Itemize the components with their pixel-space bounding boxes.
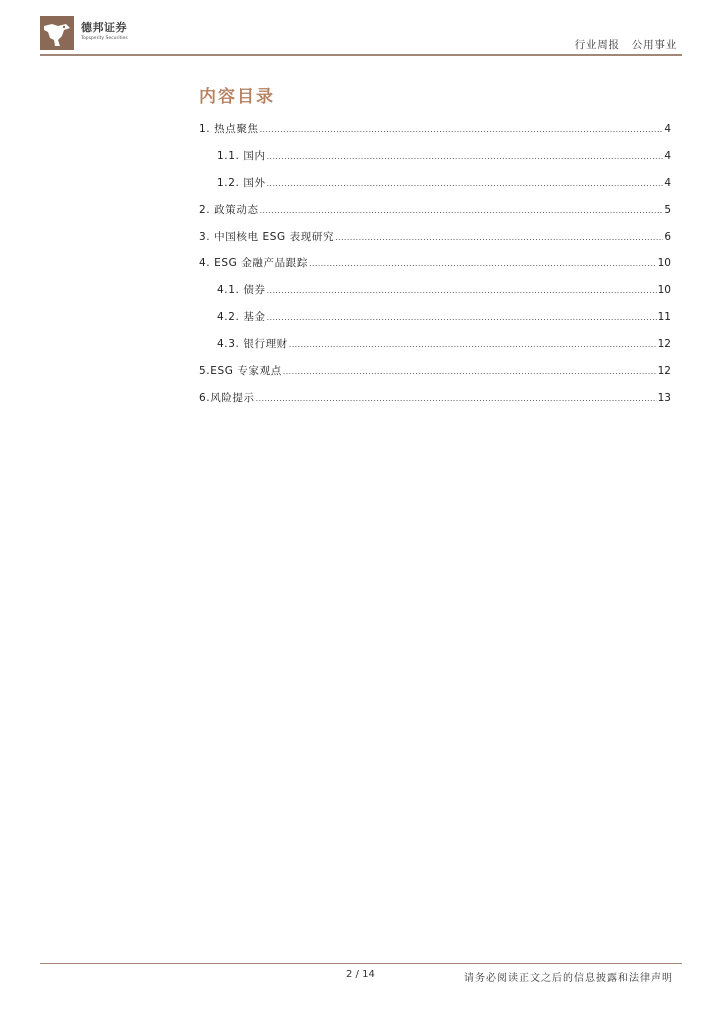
toc-entry[interactable] xyxy=(199,308,671,335)
toc-leader-dots xyxy=(267,309,657,327)
toc-entry-page: 4 xyxy=(664,176,671,189)
footer-divider xyxy=(40,963,682,964)
toc-entry-label: 4. ESG 金融产品跟踪 xyxy=(199,257,308,270)
toc-entry-label: 5.ESG 专家观点 xyxy=(199,365,282,378)
toc-leader-dots xyxy=(267,148,664,166)
toc-entry-label: 1.1. 国内 xyxy=(217,149,266,162)
toc-entry-page: 4 xyxy=(664,123,671,135)
company-logo xyxy=(40,16,140,52)
report-type: 行业周报 xyxy=(574,39,620,51)
toc-entry-page: 13 xyxy=(657,391,671,404)
toc-entry-label: 6.风险提示 xyxy=(199,391,255,404)
header-divider xyxy=(40,54,682,56)
toc-entry-page: 10 xyxy=(657,257,671,270)
toc-entry-page: 4 xyxy=(664,149,671,162)
toc-entry-label: 4.2. 基金 xyxy=(217,311,266,324)
toc-entry-page: 6 xyxy=(664,230,671,243)
footer-disclaimer: 请务必阅读正文之后的信息披露和法律声明 xyxy=(464,973,673,984)
company-name-en: Topsperity Securities xyxy=(81,36,128,41)
toc-leader-dots xyxy=(309,255,657,273)
toc-entry[interactable] xyxy=(199,362,671,389)
table-of-contents xyxy=(199,120,671,416)
toc-leader-dots xyxy=(283,363,657,381)
toc-leader-dots xyxy=(260,202,664,220)
toc-entry[interactable] xyxy=(199,389,671,416)
toc-leader-dots xyxy=(256,390,657,408)
logo-mark-icon xyxy=(40,16,74,50)
toc-leader-dots xyxy=(260,121,664,139)
toc-entry-label: 4.3. 银行理财 xyxy=(217,338,288,351)
toc-leader-dots xyxy=(267,282,657,300)
toc-entry-page: 12 xyxy=(657,365,671,378)
page-indicator: 2 / 14 xyxy=(346,969,375,980)
toc-leader-dots xyxy=(267,175,664,193)
toc-entry[interactable] xyxy=(199,147,671,174)
toc-leader-dots xyxy=(289,336,657,354)
toc-entry[interactable] xyxy=(199,201,671,228)
toc-entry[interactable] xyxy=(199,335,671,362)
toc-entry-page: 11 xyxy=(657,311,671,324)
toc-entry[interactable] xyxy=(199,228,671,255)
toc-entry-page: 10 xyxy=(657,284,671,297)
toc-entry-label: 1. 热点聚焦 xyxy=(199,123,259,135)
toc-leader-dots xyxy=(335,229,663,247)
toc-entry[interactable] xyxy=(199,254,671,281)
industry-name: 公用事业 xyxy=(631,39,677,51)
company-name-cn: 德邦证券 xyxy=(81,21,127,34)
toc-entry[interactable] xyxy=(199,281,671,308)
toc-entry-label: 3. 中国核电 ESG 表现研究 xyxy=(199,230,335,243)
toc-entry-page: 12 xyxy=(657,338,671,351)
toc-entry-label: 4.1. 债券 xyxy=(217,284,266,297)
toc-entry[interactable] xyxy=(199,174,671,201)
toc-entry[interactable] xyxy=(199,120,671,147)
toc-entry-label: 2. 政策动态 xyxy=(199,203,259,216)
toc-entry-label: 1.2. 国外 xyxy=(217,176,266,189)
report-category xyxy=(575,37,677,52)
toc-entry-page: 5 xyxy=(664,203,671,216)
toc-title: 内容目录 xyxy=(199,87,275,107)
